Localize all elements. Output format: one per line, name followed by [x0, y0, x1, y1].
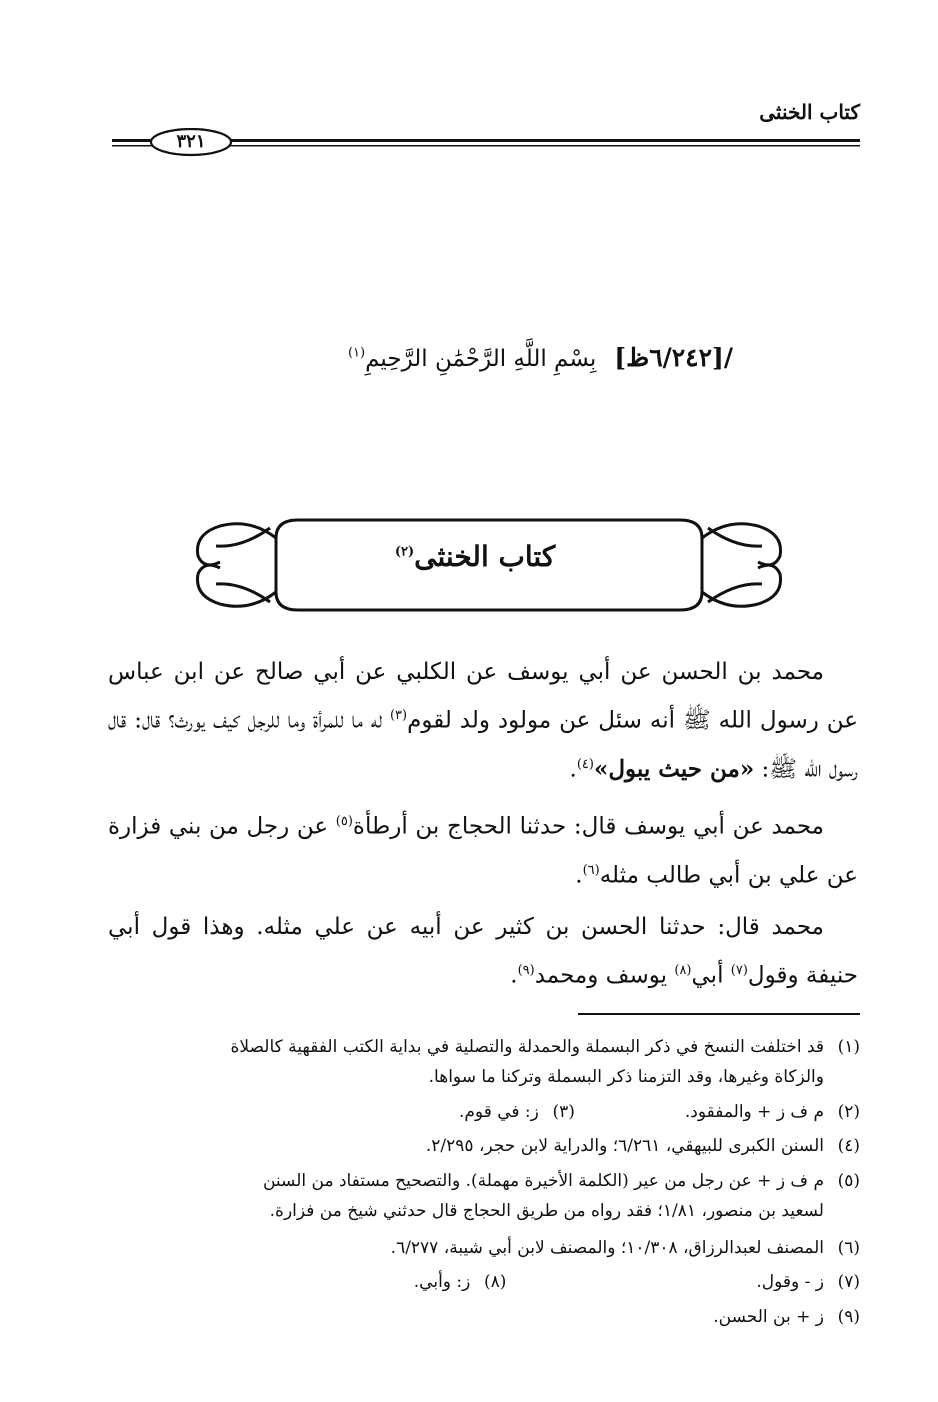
footnote-separator [578, 1013, 860, 1015]
paragraph-3 [108, 905, 858, 998]
paragraph-text: أبي [691, 962, 731, 989]
paragraph-text: محمد عن أبي يوسف قال: حدثنا الحجاج بن أرطأة [352, 813, 824, 840]
footnote-text: المصنف لعبدالرزاق، ١٠/٣٠٨؛ والمصنف لابن أبي شيبة، ٦/٢٧٧. [390, 1238, 824, 1258]
paragraph-text: محمد بن الحسن عن أبي يوسف عن الكلبي عن أبي صالح عن ابن عباس عن رسول الله ﷺ أنه سئل عن مولود ولد لقوم [108, 659, 858, 734]
footnote-marker: (٢) [394, 544, 415, 560]
footnote-text: ز: في قوم. [458, 1102, 539, 1122]
footnote-2-3 [110, 1097, 860, 1127]
running-header: كتاب الخنثى [759, 100, 860, 124]
paragraph-end: . [510, 962, 518, 989]
footnote-number: (٢) [837, 1102, 860, 1122]
footnote-9 [110, 1302, 860, 1332]
footnote-number: (٥) [837, 1171, 860, 1191]
hadith-quote: «من حيث يبول» [593, 755, 755, 783]
footnote-number: (١) [837, 1037, 860, 1057]
footnote-number: (٨) [483, 1272, 507, 1292]
footnote-text: والزكاة وغيرها، وقد التزمنا ذكر البسملة وتركنا ما سواها. [428, 1067, 824, 1087]
footnote-marker: (٥) [335, 814, 353, 829]
chapter-title-text: كتاب الخنثى [414, 540, 556, 573]
footnote-marker: (٣) [389, 708, 408, 723]
footnote-text: قد اختلفت النسخ في ذكر البسملة والحمدلة والتصلية في بداية الكتب الفقهية كالصلاة [230, 1037, 824, 1057]
footnote-marker: (٤) [576, 756, 594, 772]
paragraph-text: عن رجل من بني فزارة عن علي بن أبي طالب مثله [108, 813, 858, 889]
footnote-marker: (٩) [517, 963, 535, 978]
footnote-1 [110, 1032, 860, 1092]
paragraph-end: . [569, 756, 577, 783]
footnote-text: السنن الكبرى للبيهقي، ٦/٢٦١؛ والدراية لابن حجر، ٢/٢٩٥. [425, 1136, 824, 1156]
footnote-6 [110, 1233, 860, 1263]
chapter-title [275, 540, 675, 573]
paragraph-text: يوسف ومحمد [534, 962, 675, 989]
paragraph-text: له ما للمرأة وما للرجل كيف يورث؟ قال: قال رسول الله ﷺ: [108, 707, 858, 783]
paragraph-text: محمد قال: حدثنا الحسن بن كثير عن أبيه عن علي مثله. وهذا قول أبي حنيفة وقول [108, 914, 858, 989]
paragraph-end: . [575, 862, 583, 889]
footnote-text: م ف ز + عن رجل من عير (الكلمة الأخيرة مهملة). والتصحيح مستفاد من السنن [262, 1171, 824, 1191]
folio-reference: /[٦/٢٤٢ظ] [614, 343, 733, 372]
footnote-number: (٩) [837, 1307, 860, 1327]
basmala: بِسْمِ اللَّهِ الرَّحْمَٰنِ الرَّحِيمِ [365, 346, 597, 372]
footnote-number: (٧) [837, 1272, 860, 1292]
paragraph-1 [108, 650, 858, 791]
footnote-marker: (٧) [730, 963, 748, 978]
footnote-marker: (١) [347, 345, 366, 361]
basmala-line [348, 343, 733, 372]
footnote-text: م ف ز + والمفقود. [684, 1102, 824, 1122]
footnote-marker: (٨) [674, 963, 692, 978]
footnote-text: ز - وقول. [756, 1272, 824, 1292]
footnote-4 [110, 1131, 860, 1161]
footnote-text: لسعيد بن منصور، ١/٨١؛ فقد رواه من طريق الحجاج قال حدثني شيخ من فزارة. [269, 1201, 824, 1221]
page-number: ٣٢١ [176, 131, 206, 152]
footnote-text: ز: وأبي. [413, 1272, 471, 1292]
footnote-number: (٤) [837, 1136, 860, 1156]
footnote-marker: (٦) [582, 862, 600, 878]
footnote-text: ز + بن الحسن. [713, 1307, 824, 1327]
footnote-7-8 [110, 1267, 860, 1297]
footnote-5 [110, 1166, 860, 1226]
footnote-number: (٦) [837, 1238, 860, 1258]
footnote-number: (٣) [552, 1102, 575, 1122]
paragraph-2 [108, 800, 858, 897]
